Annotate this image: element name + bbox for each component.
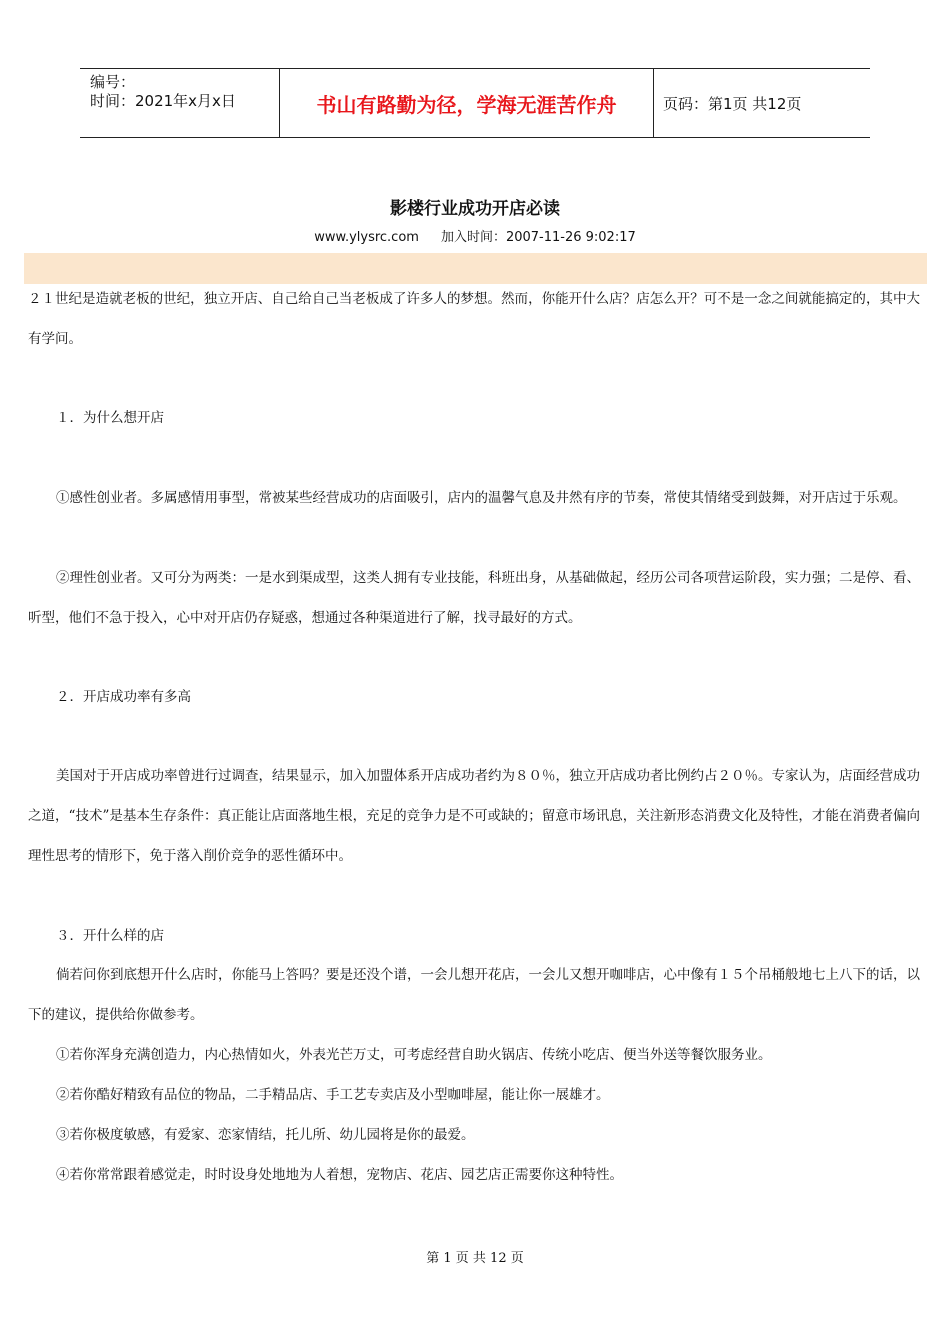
section-heading-1: １．为什么想开店	[56, 410, 164, 426]
site-url: www.ylysrc.com	[314, 230, 419, 245]
time-label: 时间：2021年x月x日	[90, 92, 236, 110]
article-meta	[0, 226, 950, 245]
motto: 书山有路勤为径，学海无涯苦作舟	[280, 69, 654, 137]
paragraph: ②理性创业者。又可分为两类：一是水到渠成型，这类人拥有专业技能，科班出身，从基础做起，经历公司各项营运阶段，实力强；二是停、看、听型，他们不急于投入，心中对开店仍存疑惑，想通过各种渠道进行了解，找寻最好的方式。	[28, 570, 920, 626]
added-time: 加入时间：2007-11-26 9:02:17	[440, 230, 636, 245]
paragraph: 倘若问你到底想开什么店时，你能马上答吗？要是还没个谱，一会儿想开花店，一会儿又想开咖啡店，心中像有１５个吊桶般地七上八下的话，以下的建议，提供给你做参考。	[28, 967, 920, 1023]
article-title: 影楼行业成功开店必读	[390, 199, 560, 219]
number-label: 编号：	[90, 73, 136, 91]
paragraph: ②若你酷好精致有品位的物品，二手精品店、手工艺专卖店及小型咖啡屋，能让你一展雄才。	[56, 1087, 610, 1103]
paragraph: ④若你常常跟着感觉走，时时设身处地地为人着想，宠物店、花店、园艺店正需要你这种特性。	[56, 1167, 623, 1183]
paragraph: ③若你极度敏感，有爱家、恋家情结，托儿所、幼儿园将是你的最爱。	[56, 1127, 475, 1143]
page-footer: 第 1 页 共 12 页	[426, 1251, 524, 1266]
paragraph-intro: ２１世纪是造就老板的世纪，独立开店、自己给自己当老板成了许多人的梦想。然而，你能开什么店？店怎么开？可不是一念之间就能搞定的，其中大有学问。	[28, 291, 920, 347]
section-heading-3: ３．开什么样的店	[56, 928, 164, 944]
paragraph: 美国对于开店成功率曾进行过调查，结果显示，加入加盟体系开店成功者约为８０％，独立开店成功者比例约占２０％。专家认为，店面经营成功之道，“技术”是基本生存条件：真正能让店面落地生根，充足的竞争力是不可或缺的；留意市场讯息，关注新形态消费文化及特性，才能在消费者偏向理性思考的情形下，免于落入削价竞争的恶性循环中。	[28, 768, 920, 864]
paragraph: ①若你浑身充满创造力，内心热情如火，外表光芒万丈，可考虑经营自助火锅店、传统小吃店、便当外送等餐饮服务业。	[56, 1047, 772, 1063]
section-heading-2: ２．开店成功率有多高	[56, 689, 191, 705]
header-table	[80, 68, 870, 138]
paragraph: ①感性创业者。多属感情用事型，常被某些经营成功的店面吸引，店内的温馨气息及井然有序的节奏，常使其情绪受到鼓舞，对开店过于乐观。	[56, 490, 907, 506]
page-info: 页码：第1页 共12页	[663, 94, 802, 113]
header-left-cell	[80, 69, 280, 137]
